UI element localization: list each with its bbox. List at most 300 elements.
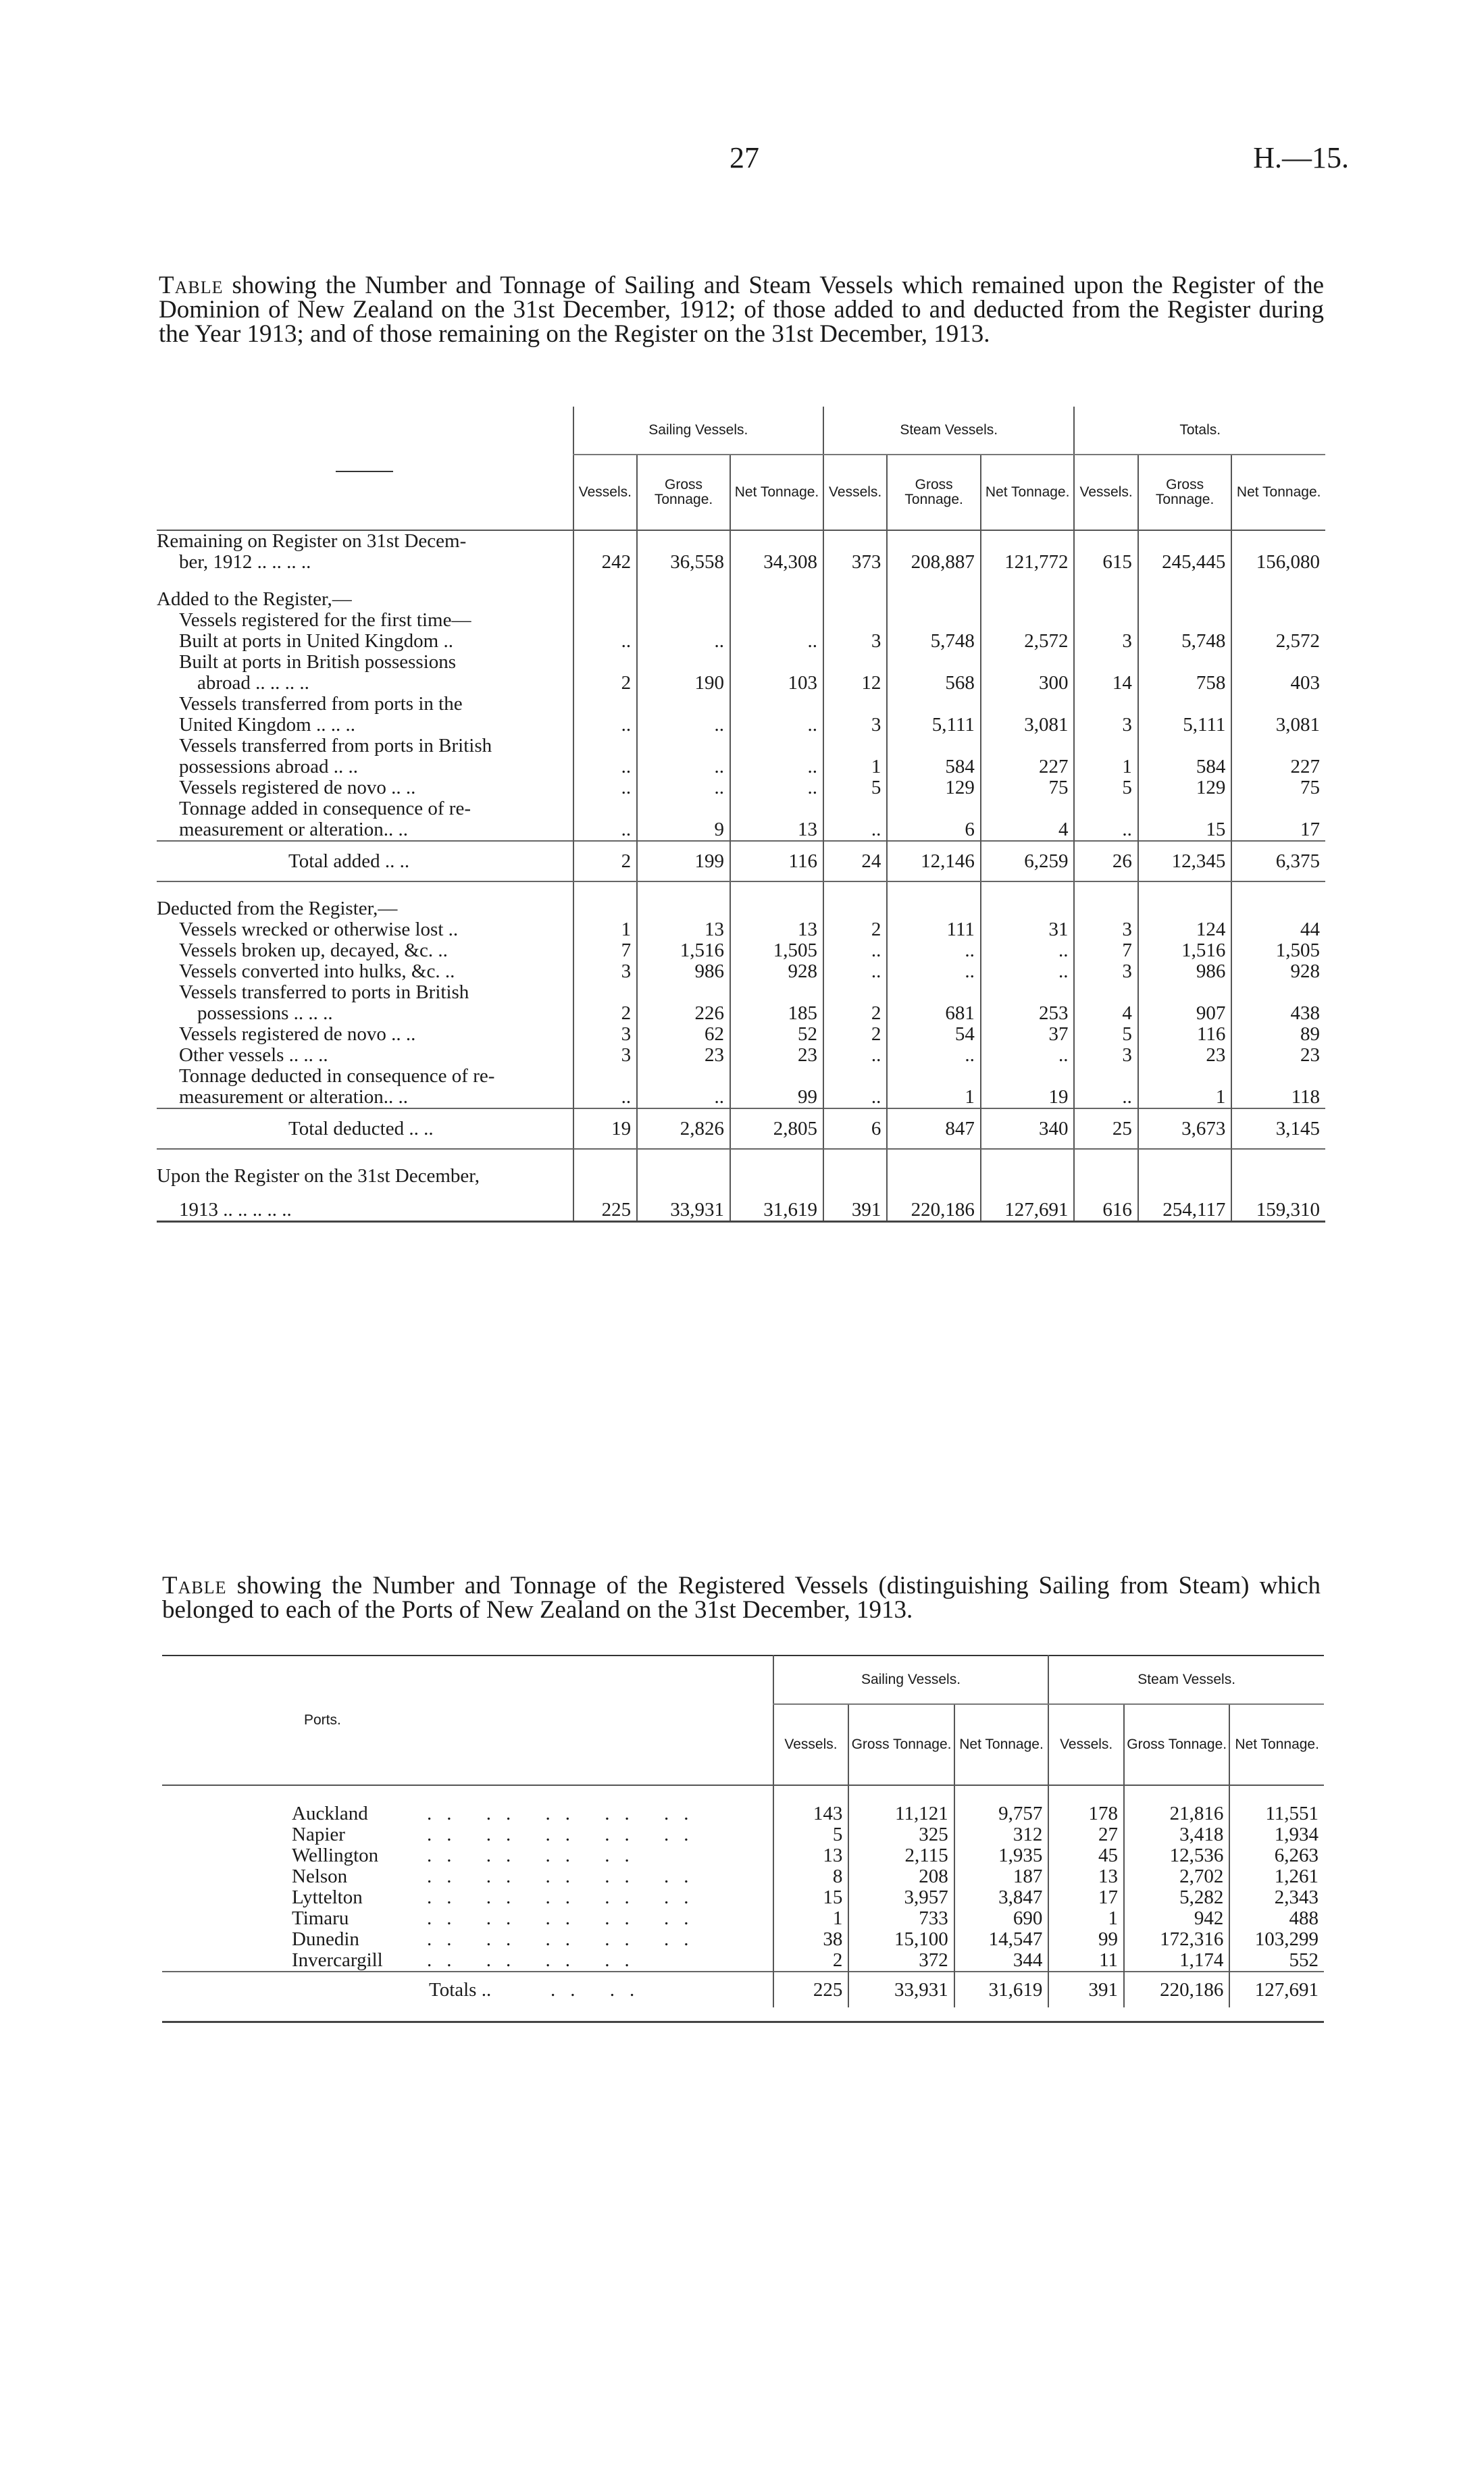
value-cell	[1231, 694, 1325, 715]
value-cell	[1231, 1066, 1325, 1087]
value-cell	[1074, 1166, 1137, 1187]
value-cell	[1074, 589, 1137, 610]
value-cell: 156,080	[1231, 552, 1325, 573]
spacer-cell	[1124, 1785, 1229, 1803]
value-cell: 907	[1138, 1003, 1232, 1024]
value-cell: 1,505	[730, 940, 823, 961]
value-cell	[573, 1166, 637, 1187]
value-cell: 127,691	[981, 1187, 1075, 1222]
value-cell: 2,115	[848, 1845, 954, 1866]
value-cell	[1231, 898, 1325, 919]
value-cell	[981, 589, 1075, 610]
spacer-cell	[887, 1149, 981, 1166]
document-reference: H.—15.	[1253, 141, 1349, 174]
value-cell: 75	[1231, 777, 1325, 798]
spacer-cell	[823, 881, 887, 898]
end-cell	[1229, 2007, 1324, 2022]
leader-dots: .. .. .. ..	[427, 1845, 644, 1866]
value-cell	[887, 982, 981, 1003]
row-label: Vessels wrecked or otherwise lost ..	[179, 919, 459, 940]
table1-caption	[159, 274, 1324, 347]
port-name: Napier	[292, 1824, 345, 1845]
group-header: Totals.	[1074, 407, 1325, 455]
table1-label-header	[157, 407, 573, 530]
leader-dots: .. .. .. .. ..	[427, 1887, 704, 1908]
table-row	[157, 736, 1325, 756]
row-label: Tonnage added in consequence of re-	[179, 798, 471, 819]
value-cell: 14	[1074, 673, 1137, 694]
value-cell: 172,316	[1124, 1929, 1229, 1950]
value-cell	[823, 798, 887, 819]
value-cell	[637, 610, 730, 631]
value-cell: 344	[954, 1950, 1049, 1972]
value-cell	[730, 798, 823, 819]
spacer-cell	[157, 1149, 573, 1166]
value-cell: 129	[887, 777, 981, 798]
value-cell: 116	[1138, 1024, 1232, 1045]
value-cell: ..	[823, 819, 887, 841]
value-cell: 584	[1138, 756, 1232, 777]
value-cell: 178	[1048, 1803, 1124, 1824]
value-cell: 185	[730, 1003, 823, 1024]
value-cell: 438	[1231, 1003, 1325, 1024]
value-cell	[1138, 652, 1232, 673]
spacer-cell	[730, 573, 823, 589]
port-cell	[162, 1887, 773, 1908]
value-cell	[573, 736, 637, 756]
value-cell: 13	[730, 919, 823, 940]
value-cell: ..	[573, 631, 637, 652]
spacer-cell	[887, 573, 981, 589]
spacer-cell	[1048, 1785, 1124, 1803]
value-cell: ..	[981, 940, 1075, 961]
table-row	[162, 1950, 1324, 1972]
row-label: Total deducted .. ..	[157, 1108, 573, 1149]
value-cell	[823, 982, 887, 1003]
value-cell: 12	[823, 673, 887, 694]
value-cell: 584	[887, 756, 981, 777]
table2-body	[162, 1785, 1324, 2022]
value-cell	[1231, 589, 1325, 610]
spacer-cell	[157, 573, 573, 589]
table-row	[157, 798, 1325, 819]
spacer-cell	[1229, 1785, 1324, 1803]
value-cell: 3	[823, 631, 887, 652]
value-cell	[573, 798, 637, 819]
table-row	[157, 1024, 1325, 1045]
value-cell: ..	[981, 1045, 1075, 1066]
value-cell	[573, 982, 637, 1003]
value-cell	[730, 982, 823, 1003]
value-cell: 5,748	[1138, 631, 1232, 652]
value-cell	[1138, 694, 1232, 715]
value-cell: 2	[823, 1003, 887, 1024]
value-cell	[1138, 798, 1232, 819]
table2-caption-lead: Table	[162, 1572, 227, 1599]
value-cell: 6	[887, 819, 981, 841]
value-cell: 3	[573, 1045, 637, 1066]
spacer-row	[162, 1785, 1324, 1803]
value-cell: 187	[954, 1866, 1049, 1887]
value-cell: ..	[1074, 1087, 1137, 1108]
value-cell: 15	[1138, 819, 1232, 841]
row-label: possessions .. .. ..	[197, 1002, 333, 1024]
end-cell	[954, 2007, 1049, 2022]
value-cell: 681	[887, 1003, 981, 1024]
value-cell: 227	[981, 756, 1075, 777]
value-cell: 23	[1138, 1045, 1232, 1066]
value-cell	[1074, 530, 1137, 552]
end-cell	[162, 2007, 773, 2022]
value-cell: 3,847	[954, 1887, 1049, 1908]
table-row	[157, 982, 1325, 1003]
value-cell: 33,931	[637, 1187, 730, 1222]
value-cell: 129	[1138, 777, 1232, 798]
value-cell	[981, 898, 1075, 919]
value-cell: 1,934	[1229, 1824, 1324, 1845]
value-cell: 373	[823, 552, 887, 573]
value-cell: 11,551	[1229, 1803, 1324, 1824]
port-name: Invercargill	[292, 1949, 383, 1971]
table-row	[157, 1187, 1325, 1222]
value-cell: 2,343	[1229, 1887, 1324, 1908]
value-cell: 124	[1138, 919, 1232, 940]
spacer-cell	[1138, 1149, 1232, 1166]
spacer-row	[157, 1149, 1325, 1166]
value-cell	[573, 694, 637, 715]
value-cell: 12,146	[887, 841, 981, 881]
totals-row	[162, 1972, 1324, 2007]
end-cell	[848, 2007, 954, 2022]
table-row	[157, 1166, 1325, 1187]
value-cell: 199	[637, 841, 730, 881]
value-cell: 17	[1048, 1887, 1124, 1908]
total-value-cell: 225	[773, 1972, 849, 2007]
value-cell	[637, 589, 730, 610]
table-row	[162, 1929, 1324, 1950]
value-cell: 1	[1138, 1087, 1232, 1108]
value-cell	[981, 798, 1075, 819]
spacer-cell	[573, 573, 637, 589]
port-name: Timaru	[292, 1907, 349, 1929]
spacer-row	[157, 573, 1325, 589]
value-cell: 26	[1074, 841, 1137, 881]
value-cell	[1231, 798, 1325, 819]
value-cell	[981, 982, 1075, 1003]
value-cell: 15	[773, 1887, 849, 1908]
value-cell: 6,263	[1229, 1845, 1324, 1866]
value-cell: ..	[637, 756, 730, 777]
value-cell	[573, 898, 637, 919]
value-cell	[1231, 652, 1325, 673]
value-cell	[1074, 610, 1137, 631]
value-cell: 34,308	[730, 552, 823, 573]
value-cell: 488	[1229, 1908, 1324, 1929]
value-cell	[637, 798, 730, 819]
value-cell: 7	[1074, 940, 1137, 961]
spacer-cell	[1138, 881, 1232, 898]
total-value-cell: 391	[1048, 1972, 1124, 2007]
value-cell: ..	[887, 1045, 981, 1066]
value-cell: 3,418	[1124, 1824, 1229, 1845]
column-header: Vessels.	[773, 1704, 849, 1785]
value-cell: ..	[823, 961, 887, 982]
row-label: 1913 .. .. .. .. ..	[157, 1187, 573, 1222]
column-header: Net Tonnage.	[730, 455, 823, 530]
value-cell: 11	[1048, 1950, 1124, 1972]
spacer-cell	[823, 573, 887, 589]
value-cell: 340	[981, 1108, 1075, 1149]
value-cell: 1,516	[637, 940, 730, 961]
row-label: possessions abroad .. ..	[179, 756, 359, 777]
column-header: Net Tonnage.	[954, 1704, 1049, 1785]
value-cell	[637, 652, 730, 673]
value-cell: 1	[1048, 1908, 1124, 1929]
value-cell: 5,111	[1138, 715, 1232, 736]
value-cell	[730, 610, 823, 631]
table1-caption-text: showing the Number and Tonnage of Sailing and Steam Vessels which remained upon the Register of the Dominion of New Zealand on the 31st December, 1912; of those added to and deducted from the Register during the Year 1913; and of those remaining on the Register on the 31st December, 1913.	[159, 272, 1325, 348]
value-cell	[823, 898, 887, 919]
port-cell	[162, 1929, 773, 1950]
total-value-cell: 33,931	[848, 1972, 954, 2007]
value-cell	[730, 694, 823, 715]
value-cell: ..	[730, 756, 823, 777]
port-cell	[162, 1845, 773, 1866]
value-cell: 121,772	[981, 552, 1075, 573]
value-cell: 7	[573, 940, 637, 961]
value-cell: 552	[1229, 1950, 1324, 1972]
value-cell: ..	[573, 756, 637, 777]
value-cell: 2	[823, 919, 887, 940]
table-row	[157, 819, 1325, 841]
value-cell	[573, 530, 637, 552]
value-cell: 23	[730, 1045, 823, 1066]
value-cell: 928	[1231, 961, 1325, 982]
value-cell	[981, 1066, 1075, 1087]
value-cell	[887, 610, 981, 631]
value-cell	[823, 610, 887, 631]
value-cell	[887, 1166, 981, 1187]
value-cell: 38	[773, 1929, 849, 1950]
value-cell	[981, 1166, 1075, 1187]
row-label: Built at ports in British possessions	[179, 651, 457, 673]
value-cell: 986	[1138, 961, 1232, 982]
value-cell	[1074, 694, 1137, 715]
table-row	[157, 841, 1325, 881]
row-label: measurement or alteration.. ..	[179, 819, 409, 840]
spacer-cell	[848, 1785, 954, 1803]
row-label: measurement or alteration.. ..	[179, 1086, 409, 1108]
value-cell	[981, 610, 1075, 631]
port-cell	[162, 1866, 773, 1887]
table2-caption	[162, 1574, 1321, 1622]
table2-caption-text: showing the Number and Tonnage of the Registered Vessels (distinguishing Sailing from Steam) which belonged to each of the Ports of New Zealand on the 31st December, 1913.	[162, 1572, 1321, 1624]
value-cell: 208	[848, 1866, 954, 1887]
value-cell	[1074, 982, 1137, 1003]
value-cell: 300	[981, 673, 1075, 694]
value-cell	[1138, 589, 1232, 610]
spacer-cell	[823, 1149, 887, 1166]
value-cell: 2	[773, 1950, 849, 1972]
row-label: Vessels transferred to ports in British	[179, 981, 469, 1003]
value-cell	[637, 694, 730, 715]
value-cell: ..	[823, 1087, 887, 1108]
table-row	[157, 777, 1325, 798]
value-cell	[887, 798, 981, 819]
value-cell	[981, 652, 1075, 673]
table-row	[157, 1045, 1325, 1066]
value-cell: 942	[1124, 1908, 1229, 1929]
value-cell: 17	[1231, 819, 1325, 841]
value-cell: ..	[730, 777, 823, 798]
value-cell: 1	[887, 1087, 981, 1108]
value-cell	[981, 694, 1075, 715]
spacer-cell	[637, 881, 730, 898]
row-label: Vessels broken up, decayed, &c. ..	[179, 940, 448, 961]
table-row	[157, 898, 1325, 919]
table-row	[157, 552, 1325, 573]
value-cell: 3	[823, 715, 887, 736]
value-cell: 568	[887, 673, 981, 694]
value-cell	[573, 652, 637, 673]
value-cell: 52	[730, 1024, 823, 1045]
value-cell: 5,111	[887, 715, 981, 736]
row-label: Vessels registered de novo .. ..	[179, 777, 416, 798]
value-cell: 12,345	[1138, 841, 1232, 881]
value-cell: 3,957	[848, 1887, 954, 1908]
value-cell: 226	[637, 1003, 730, 1024]
leader-dots: .. .. .. .. ..	[427, 1866, 704, 1887]
group-header: Sailing Vessels.	[573, 407, 823, 455]
value-cell	[730, 736, 823, 756]
value-cell	[730, 898, 823, 919]
value-cell	[981, 530, 1075, 552]
table-row	[162, 1845, 1324, 1866]
value-cell	[1231, 530, 1325, 552]
value-cell: 391	[823, 1187, 887, 1222]
row-label: Vessels transferred from ports in British	[179, 735, 492, 756]
spacer-cell	[637, 1149, 730, 1166]
value-cell: ..	[573, 715, 637, 736]
table-row	[162, 1908, 1324, 1929]
value-cell: 13	[730, 819, 823, 841]
port-name: Nelson	[292, 1866, 348, 1887]
group-header: Sailing Vessels.	[773, 1656, 1049, 1704]
value-cell: 159,310	[1231, 1187, 1325, 1222]
value-cell: 45	[1048, 1845, 1124, 1866]
value-cell: 325	[848, 1824, 954, 1845]
value-cell	[823, 589, 887, 610]
value-cell: 3	[1074, 961, 1137, 982]
table-row	[157, 694, 1325, 715]
table-row	[157, 756, 1325, 777]
table-row	[157, 610, 1325, 631]
value-cell: ..	[637, 715, 730, 736]
value-cell: 8	[773, 1866, 849, 1887]
port-name: Auckland	[292, 1803, 368, 1824]
value-cell: 27	[1048, 1824, 1124, 1845]
group-header: Steam Vessels.	[823, 407, 1074, 455]
spacer-cell	[573, 881, 637, 898]
value-cell	[887, 898, 981, 919]
value-cell	[573, 589, 637, 610]
spacer-cell	[1231, 1149, 1325, 1166]
value-cell: 1,261	[1229, 1866, 1324, 1887]
column-header: Vessels.	[823, 455, 887, 530]
value-cell	[823, 694, 887, 715]
value-cell: 99	[730, 1087, 823, 1108]
value-cell	[887, 652, 981, 673]
table-row	[157, 919, 1325, 940]
value-cell	[887, 736, 981, 756]
value-cell: 36,558	[637, 552, 730, 573]
column-header: Gross Tonnage.	[848, 1704, 954, 1785]
column-header: Gross Tonnage.	[1138, 455, 1232, 530]
spacer-cell	[1074, 573, 1137, 589]
value-cell: 1	[1074, 756, 1137, 777]
value-cell: 208,887	[887, 552, 981, 573]
value-cell: ..	[730, 715, 823, 736]
row-label: Vessels transferred from ports in the	[179, 693, 463, 715]
value-cell: 9	[637, 819, 730, 841]
vessel-register-table	[157, 407, 1325, 1223]
value-cell: ..	[573, 1087, 637, 1108]
value-cell: 44	[1231, 919, 1325, 940]
table-row	[157, 1003, 1325, 1024]
leader-dots: .. .. .. .. ..	[427, 1803, 704, 1824]
end-cell	[773, 2007, 849, 2022]
value-cell: 62	[637, 1024, 730, 1045]
value-cell	[1138, 898, 1232, 919]
value-cell: 5,282	[1124, 1887, 1229, 1908]
value-cell: 37	[981, 1024, 1075, 1045]
value-cell: 19	[573, 1108, 637, 1149]
value-cell: 312	[954, 1824, 1049, 1845]
value-cell: 1	[573, 919, 637, 940]
table-row	[157, 940, 1325, 961]
value-cell: 2,572	[1231, 631, 1325, 652]
value-cell	[981, 736, 1075, 756]
value-cell: 2,805	[730, 1108, 823, 1149]
value-cell: 616	[1074, 1187, 1137, 1222]
spacer-cell	[1231, 881, 1325, 898]
value-cell: 4	[981, 819, 1075, 841]
table-row	[162, 1887, 1324, 1908]
value-cell: ..	[573, 819, 637, 841]
spacer-cell	[1074, 1149, 1137, 1166]
spacer-cell	[981, 1149, 1075, 1166]
value-cell: 13	[637, 919, 730, 940]
value-cell: ..	[730, 631, 823, 652]
value-cell	[730, 589, 823, 610]
row-label: Vessels converted into hulks, &c. ..	[179, 960, 455, 982]
value-cell: 5	[1074, 1024, 1137, 1045]
total-value-cell: 127,691	[1229, 1972, 1324, 2007]
value-cell	[1138, 610, 1232, 631]
value-cell: 5	[1074, 777, 1137, 798]
value-cell: 2	[573, 1003, 637, 1024]
value-cell	[1138, 1066, 1232, 1087]
value-cell: ..	[637, 1087, 730, 1108]
spacer-cell	[730, 1149, 823, 1166]
value-cell: 6,259	[981, 841, 1075, 881]
table-row	[162, 1866, 1324, 1887]
value-cell: 31,619	[730, 1187, 823, 1222]
value-cell: 11,121	[848, 1803, 954, 1824]
value-cell: 2,572	[981, 631, 1075, 652]
value-cell: 5	[773, 1824, 849, 1845]
value-cell	[637, 898, 730, 919]
